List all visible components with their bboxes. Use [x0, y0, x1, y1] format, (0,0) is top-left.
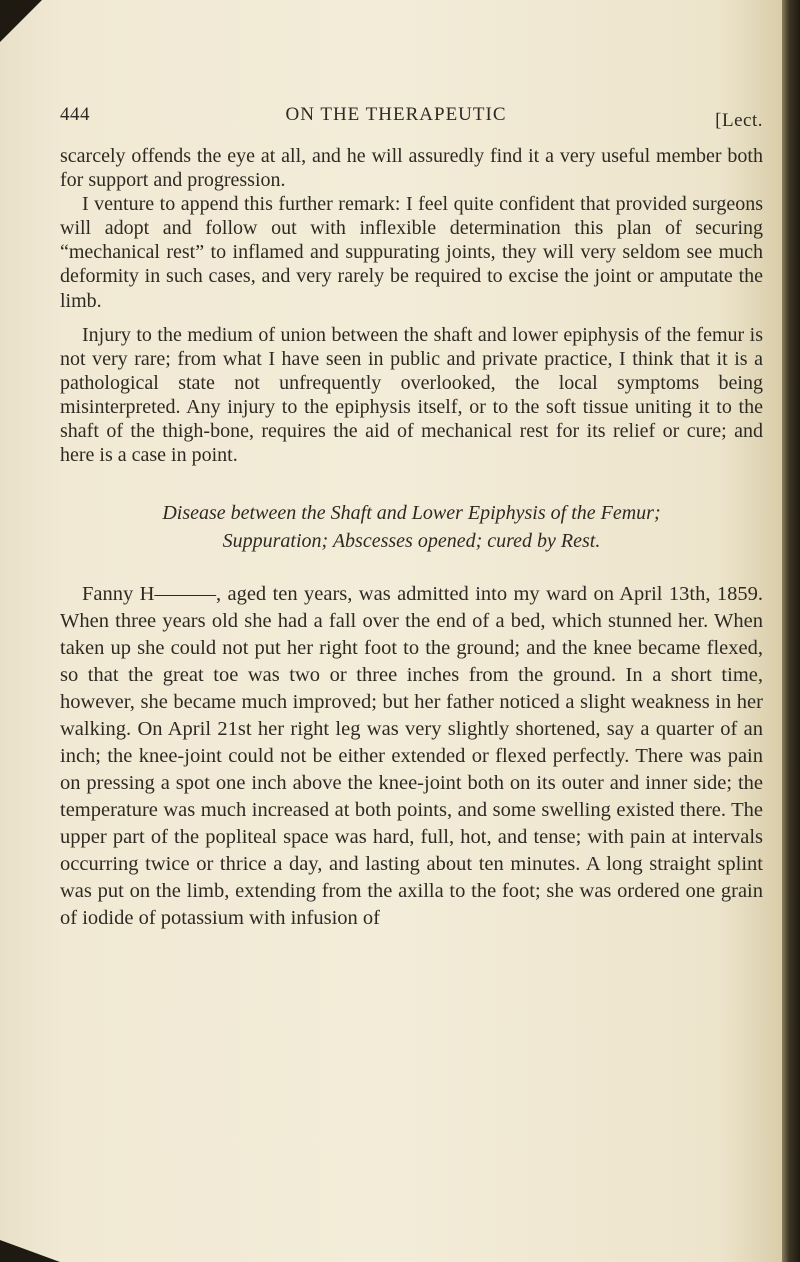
case-heading-line-1: Disease between the Shaft and Lower Epiphysis of the Femur; — [162, 502, 661, 525]
page-corner-shadow-bottom — [0, 1240, 60, 1262]
case-heading — [60, 499, 763, 555]
case-report: Fanny H———, aged ten years, was admitted into my ward on April 13th, 1859. When three years old she had a fall over the end of a bed, which stunned her. When taken up she could not put her right foot to the ground; and the knee became flexed, so that the great toe was two or three inches from the ground. In a short time, however, she became much improved; but her father noticed a slight weakness in her walking. On April 21st her right leg was very slightly shortened, say a quarter of an inch; the knee-joint could not be either extended or flexed perfectly. There was pain on pressing a spot one inch above the knee-joint both on its outer and inner side; the temperature was much increased at both points, and some swelling existed there. The upper part of the popliteal space was hard, full, hot, and tense; with pain at intervals occurring twice or thrice a day, and lasting about ten minutes. A long straight splint was put on the limb, extending from the axilla to the foot; she was ordered one grain of iodide of potassium with infusion of — [60, 583, 763, 930]
running-header — [60, 104, 763, 144]
page-corner-shadow — [0, 0, 42, 42]
page-number: 444 — [60, 104, 90, 125]
page-text-block — [60, 104, 763, 932]
lecture-label: [Lect. — [715, 110, 763, 131]
case-heading-line-2: Suppuration; Abscesses opened; cured by Rest. — [222, 530, 601, 553]
paragraph-gap — [60, 313, 763, 323]
book-spine-edge — [782, 0, 800, 1262]
paragraph-continuation: scarcely offends the eye at all, and he will assuredly find it a very useful member both for support and progression. — [60, 145, 763, 192]
paragraph-remark: I venture to append this further remark: I feel quite confident that provided surgeons will adopt and follow out with inflexible determination this plan of securing “mechanical rest” to inflamed and suppurating joints, they will very seldom see much deformity in such cases, and very rarely be required to excise the joint or amputate the limb. — [60, 193, 763, 312]
running-title: ON THE THERAPEUTIC — [285, 104, 507, 125]
paragraph-injury: Injury to the medium of union between the shaft and lower epiphysis of the femur is not very rare; from what I have seen in public and private practice, I think that it is a pathological state not unfrequently overlooked, the local symptoms being misinterpreted. Any injury to the epiphysis itself, or to the soft tissue uniting it to the shaft of the thigh-bone, requires the aid of mechanical rest for its relief or cure; and here is a case in point. — [60, 323, 763, 467]
